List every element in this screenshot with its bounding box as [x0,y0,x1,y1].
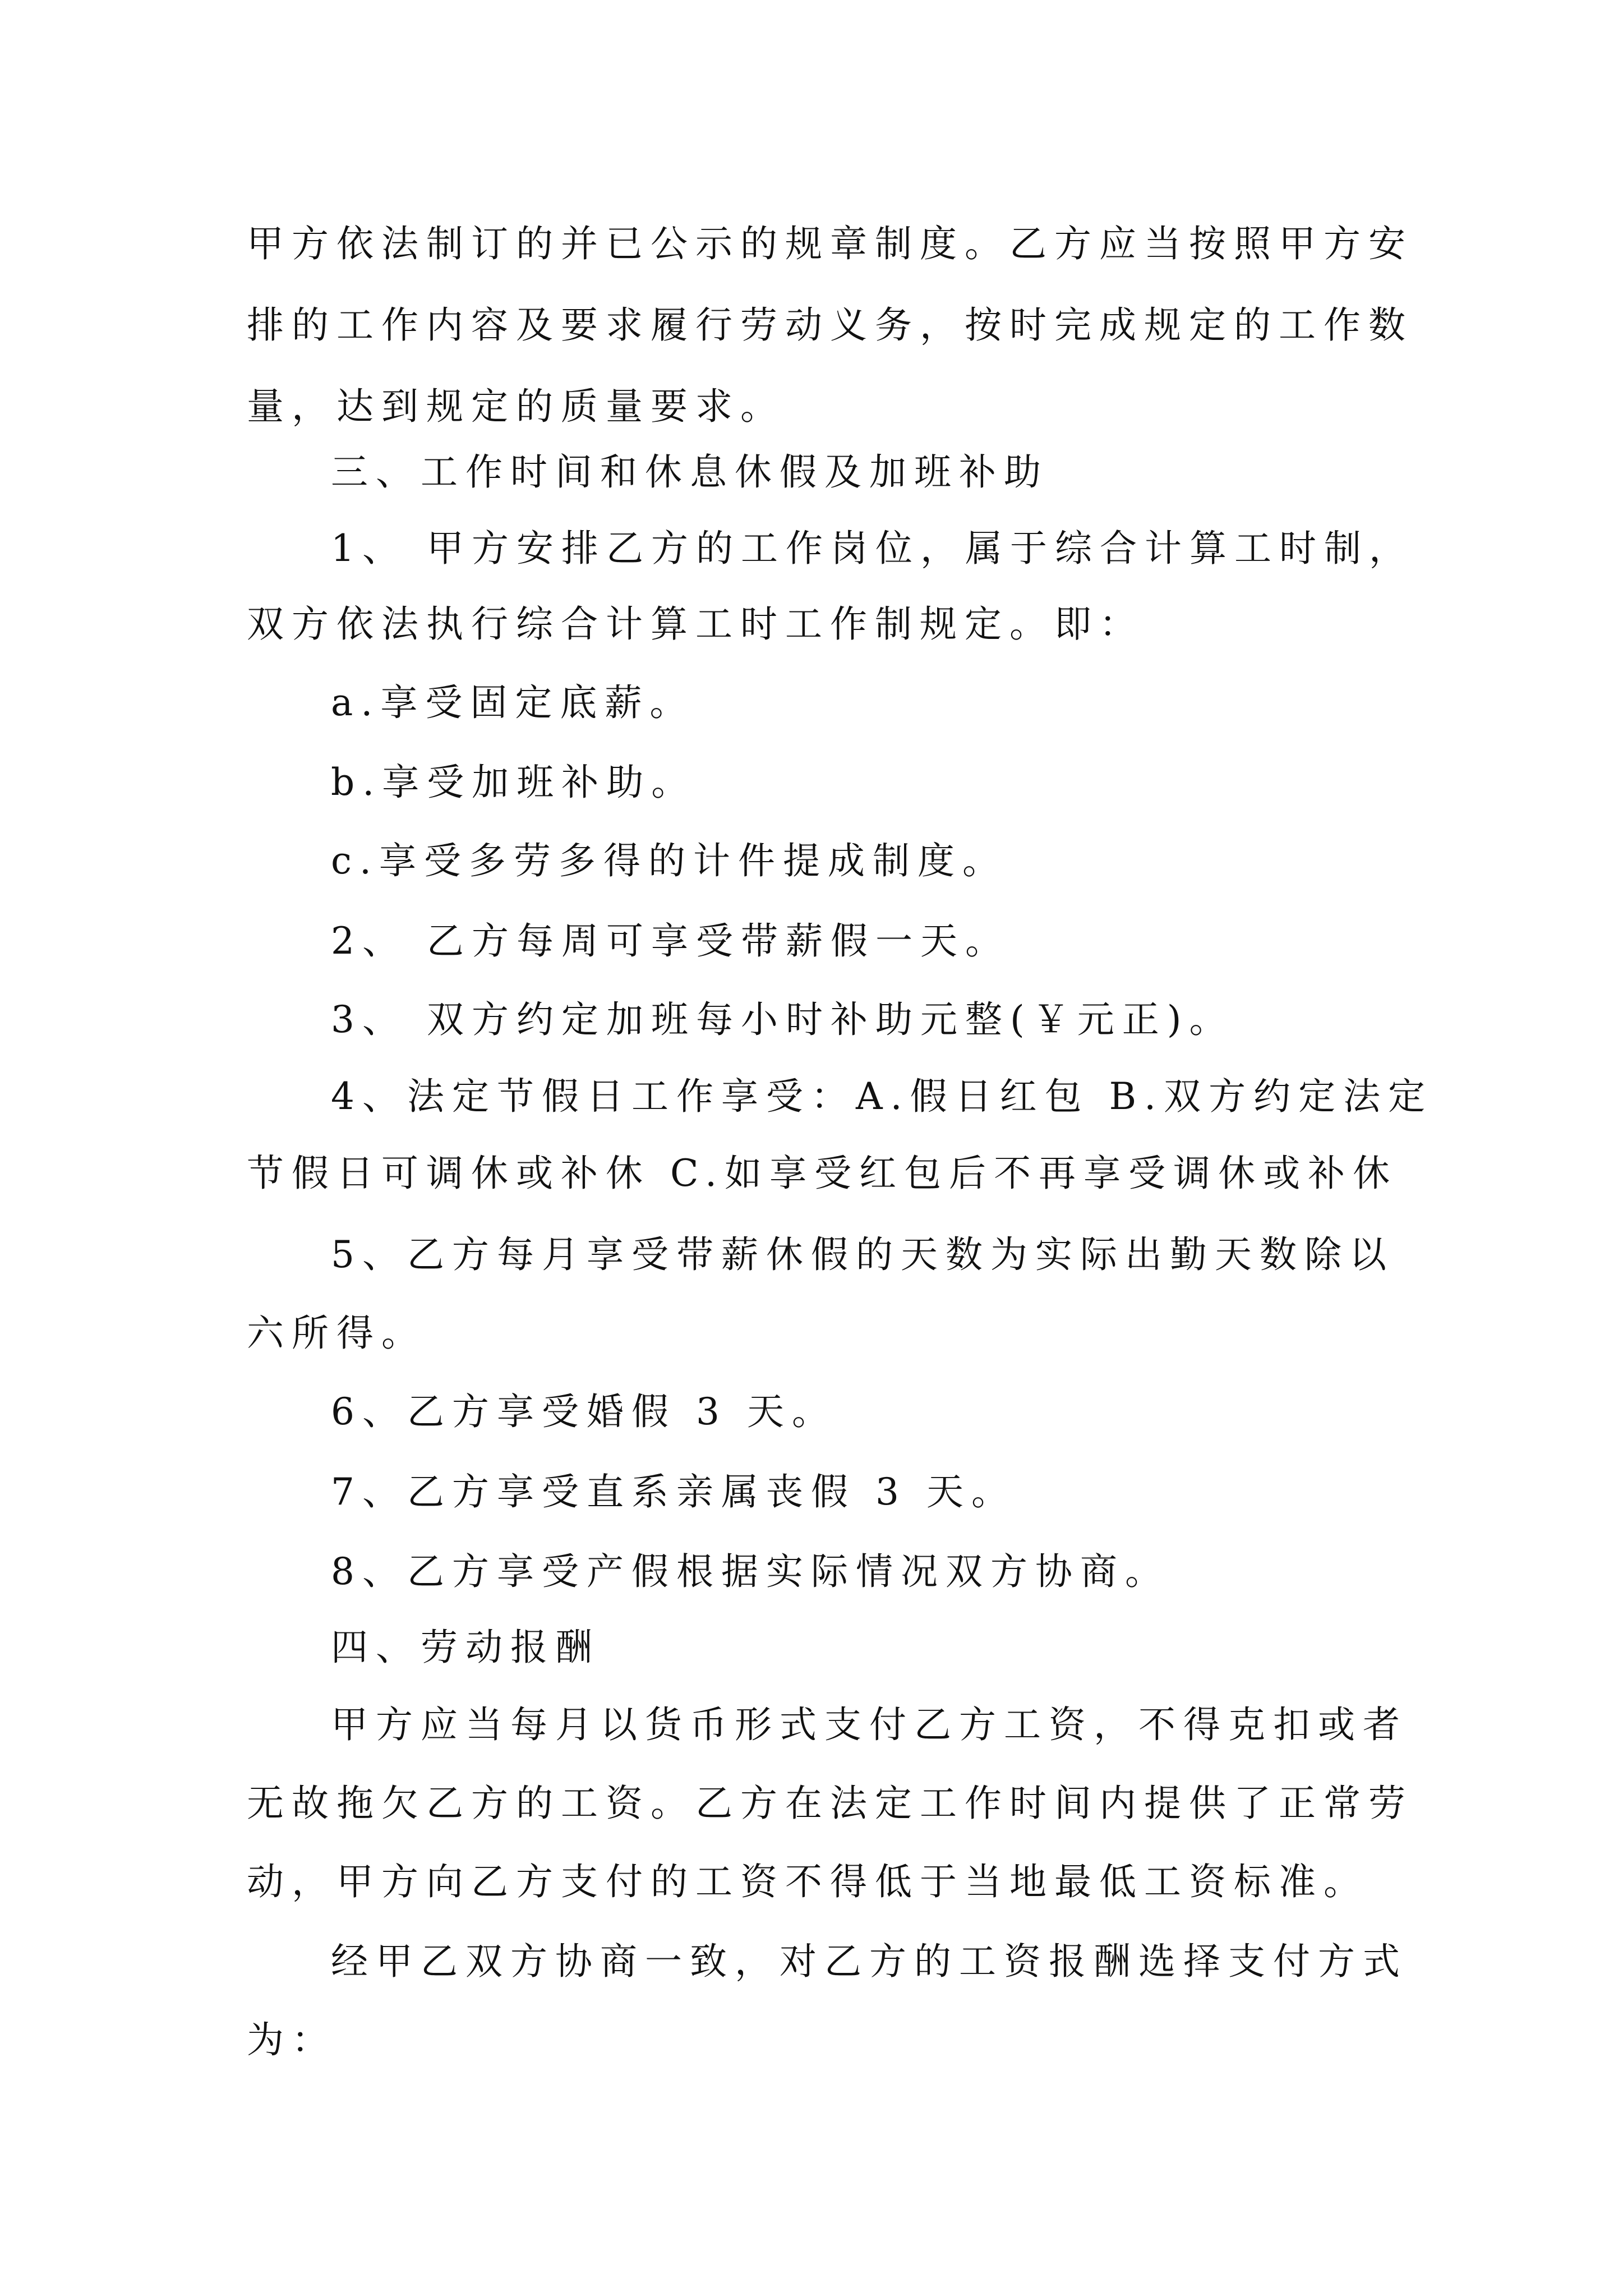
text-line: 1、 甲方安排乙方的工作岗位，属于综合计算工时制， [331,527,1414,570]
text-line: 节假日可调休或补休 C.如享受红包后不再享受调休或补休 [247,1152,1398,1195]
list-item: 8、乙方享受产假根据实际情况双方协商。 [331,1550,1170,1593]
list-item: 7、乙方享受直系亲属丧假 3 天。 [331,1470,1016,1513]
text-line: 为： [247,2018,336,2062]
section-heading: 四、劳动报酬 [331,1626,600,1669]
list-item: 5、乙方每月享受带薪休假的天数为实际出勤天数除以 [331,1233,1394,1276]
text-line: 量，达到规定的质量要求。 [247,385,785,428]
list-item: 4、法定节假日工作享受：A.假日红包 B.双方约定法定 [331,1075,1433,1118]
section-heading: 三、工作时间和休息休假及加班补助 [331,450,1049,494]
list-item: c.享受多劳多得的计件提成制度。 [331,839,1007,882]
text-line: 经甲乙双方协商一致，对乙方的工资报酬选择支付方式 [331,1940,1408,1983]
list-item: 6、乙方享受婚假 3 天。 [331,1390,837,1433]
text-line: 甲方应当每月以货币形式支付乙方工资，不得克扣或者 [331,1703,1408,1746]
text-line: 排的工作内容及要求履行劳动义务，按时完成规定的工作数 [247,303,1413,347]
list-item: 3、 双方约定加班每小时补助元整(￥元正)。 [331,998,1234,1041]
text-line: 六所得。 [247,1312,426,1355]
text-line: 双方依法执行综合计算工时工作制规定。即： [247,602,1144,646]
list-item: a.享受固定底薪。 [331,681,695,724]
list-item: 2、 乙方每周可享受带薪假一天。 [331,919,1010,963]
text-line: 甲方依法制订的并已公示的规章制度。乙方应当按照甲方安 [247,222,1413,265]
list-item: b.享受加班补助。 [331,761,697,804]
text-line: 无故拖欠乙方的工资。乙方在法定工作时间内提供了正常劳 [247,1782,1413,1825]
text-line: 动，甲方向乙方支付的工资不得低于当地最低工资标准。 [247,1860,1368,1903]
